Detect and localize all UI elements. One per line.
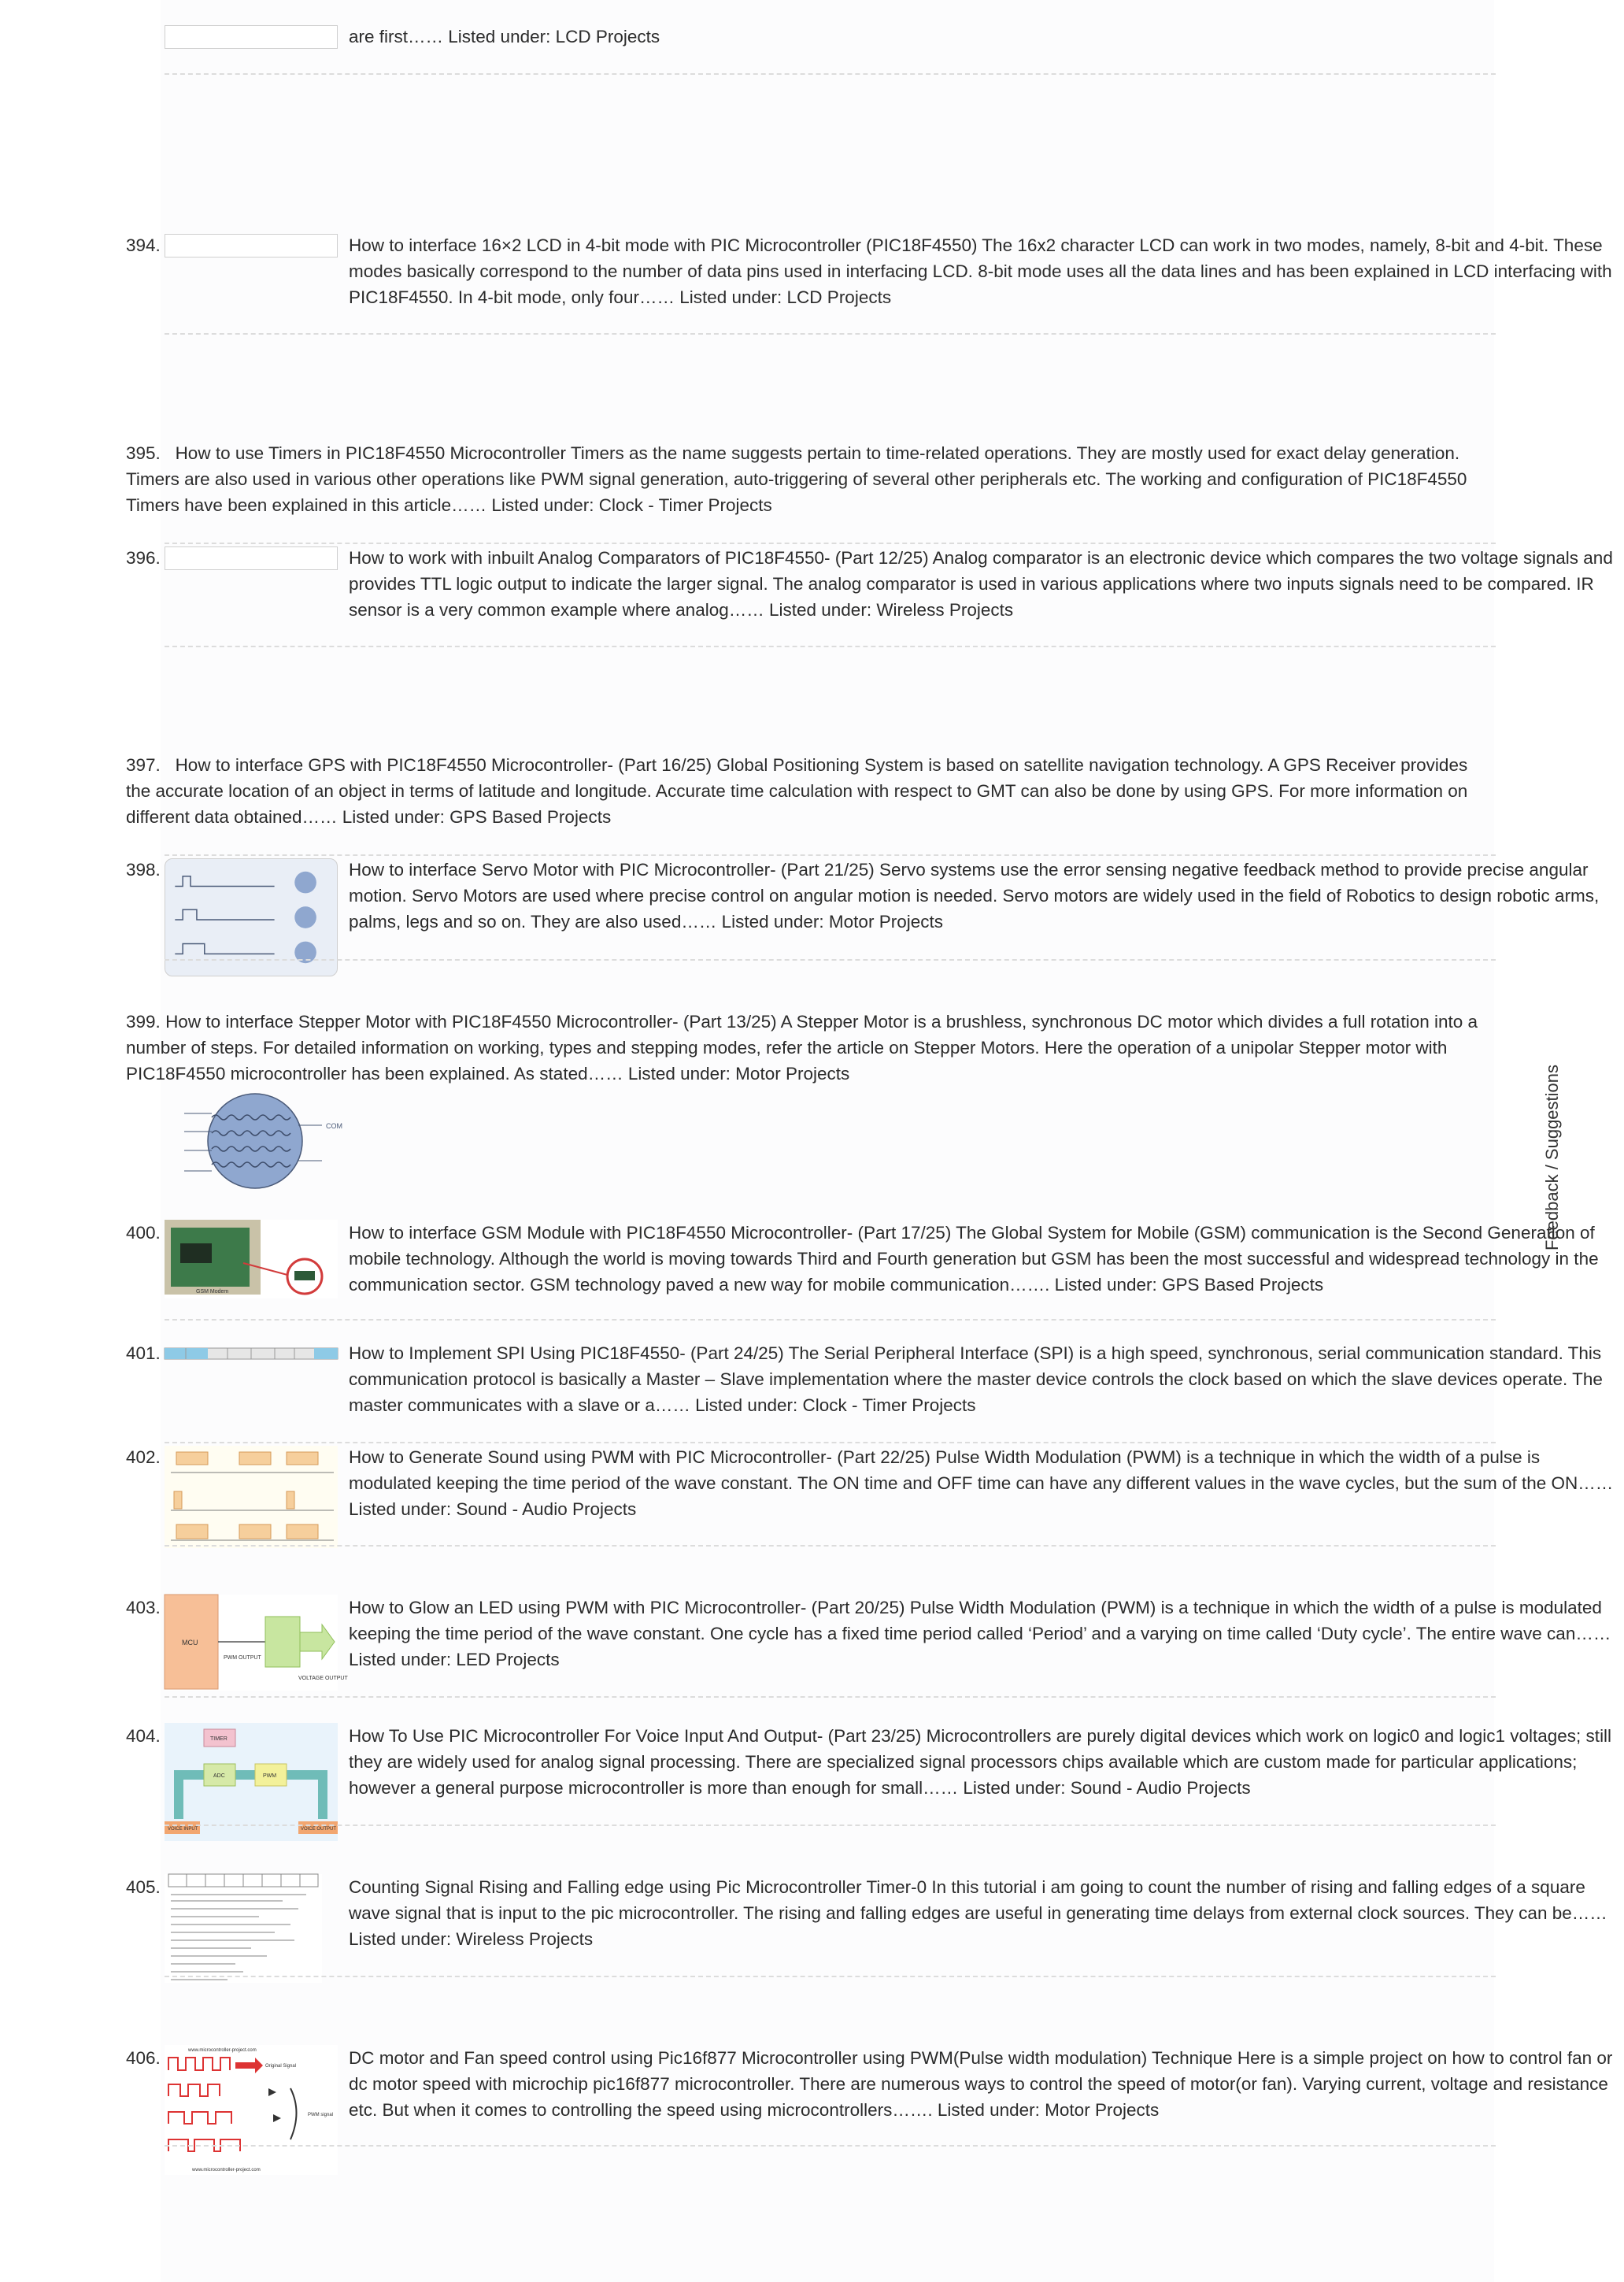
timer-register-table-image[interactable]: [165, 1874, 322, 1983]
separator: [165, 1696, 1496, 1698]
item-number: 394.: [126, 235, 161, 255]
item-number: 399.: [126, 1012, 161, 1032]
original-signal-label: Original Signal: [265, 2064, 297, 2069]
item-text[interactable]: How to interface 16×2 LCD in 4-bit mode with PIC Microcontroller (PIC18F4550) The 16x2 character LCD can work in two modes, namely, 8-bit and 4-bit. These modes basically correspond to the number of data pins used in interfacing LCD. 8-bit mode uses all the data lines and has been explained in LCD interfacing with PIC18F4550. In 4-bit mode, only four…… Listed under: LCD Projects: [349, 235, 1612, 307]
separator: [165, 73, 1496, 75]
led-pwm-block-diagram-image[interactable]: [165, 1595, 348, 1691]
separator: [165, 959, 1496, 961]
item-text[interactable]: How To Use PIC Microcontroller For Voice Input And Output- (Part 23/25) Microcontrollers are purely digital devices which work on logic0 and logic1 voltages; still they are widely used for analog signal processing. There are specialized signal processors chips available which are custom made for particular applications; however a general purpose microcontroller is more than enough for small…… Listed under: Sound - Audio Projects: [349, 1726, 1612, 1798]
separator: [165, 1976, 1496, 1977]
item-text[interactable]: How to Implement SPI Using PIC18F4550- (Part 24/25) The Serial Peripheral Interface (SPI) is a high speed, synchronous, serial communication standard. This communication protocol is basically a Master – Slave implementation where the master device controls the clock based on which the slave devices operate. The master communicates with a slave or a…… Listed under: Clock - Timer Projects: [349, 1343, 1603, 1415]
item-title[interactable]: How to interface GPS with PIC18F4550 Microcontroller- (Part 16/25) Global Positioning System is based on satellite navigation technology. A GPS Receiver provides the accurate location of an object in terms of latitude and longitude. Accurate time calculation with respect to GMT can also be done by using GPS. For more information on different data obtained…… Listed under: GPS Based Projects: [126, 755, 1468, 827]
site-label: www.microcontroller-project.com: [188, 2048, 257, 2053]
item-number: 403.: [126, 1598, 161, 1617]
com-label: COM: [326, 1122, 342, 1130]
feedback-tab[interactable]: Feedback / Suggestions: [1542, 1064, 1562, 1251]
item-text[interactable]: Counting Signal Rising and Falling edge using Pic Microcontroller Timer-0 In this tutorial i am going to count the number of rising and falling edges of a square wave signal that is input to the pic microcontroller. The rising and falling edges are useful in generating time delays from external clock sources. They can be…… Listed under: Wireless Projects: [349, 1877, 1607, 1949]
pwm-waveform-image[interactable]: [165, 2045, 338, 2175]
voltage-output-label: VOLTAGE OUTPUT: [298, 1676, 348, 1681]
item-number: 396.: [126, 548, 161, 568]
mcu-label: MCU: [182, 1639, 198, 1647]
item-text[interactable]: How to Generate Sound using PWM with PIC Microcontroller- (Part 22/25) Pulse Width Modulation (PWM) is a technique in which the width of a pulse is modulated keeping the time period of the wave constant. The ON time and OFF time can have any different values in the wave cycles, but the sum of the ON…… Listed under: Sound - Audio Projects: [349, 1447, 1614, 1519]
broken-image-icon[interactable]: [165, 25, 338, 49]
gsm-board-image[interactable]: [165, 1220, 338, 1298]
item-number: 401.: [126, 1343, 161, 1363]
separator: [165, 543, 1496, 544]
item-number: 406.: [126, 2048, 161, 2068]
gsm-label: GSM Modem: [196, 1289, 229, 1295]
voice-output-label: VOICE OUTPUT: [301, 1827, 337, 1832]
separator: [165, 333, 1496, 335]
separator: [165, 1442, 1496, 1443]
item-title[interactable]: How to use Timers in PIC18F4550 Microcontroller Timers as the name suggests pertain to time-related operations. They are mostly used for exact delay generation. Timers are also used in various other operations like PWM signal generation, auto-triggering of several other peripherals etc. The working and configuration of PIC18F4550 Timers have been explained in this article…… Listed under: Clock - Timer Projects: [126, 443, 1467, 515]
pwm-signal-label: PWM signal: [308, 2113, 334, 2117]
voice-io-block-diagram-image[interactable]: [165, 1723, 338, 1841]
item-text[interactable]: DC motor and Fan speed control using Pic16f877 Microcontroller using PWM(Pulse width modulation) Technique Here is a simple project on how to control fan or dc motor speed with microchip pic16f877 microcontroller. There are numerous ways to control the speed of motor(or fan). Varying current, voltage and resistance etc. But when it comes to controlling the speed using microcontrollers……. Listed under: Motor Projects: [349, 2048, 1613, 2120]
item-number: 402.: [126, 1447, 161, 1467]
item-number: 405.: [126, 1877, 161, 1897]
pwm-label: PWM: [263, 1773, 277, 1779]
pwm-sound-diagram-image[interactable]: [165, 1446, 338, 1548]
item-text[interactable]: [126, 752, 1496, 830]
item-text[interactable]: [126, 440, 1496, 518]
separator: [165, 1545, 1496, 1547]
separator: [165, 646, 1496, 647]
separator: [165, 1319, 1496, 1321]
timer-label: TIMER: [210, 1736, 228, 1742]
voice-input-label: VOICE INPUT: [168, 1827, 198, 1832]
separator: [165, 2145, 1496, 2147]
spi-register-image[interactable]: [165, 1348, 338, 1359]
item-text[interactable]: How to interface Servo Motor with PIC Microcontroller- (Part 21/25) Servo systems use the error sensing negative feedback method to provide precise angular motion. Servo Motors are used where precise control on angular motion is needed. Servo motors are widely used in the field of Robotics to design robotic arms, palms, legs and so on. They are also used…… Listed under: Motor Projects: [349, 860, 1600, 932]
adc-label: ADC: [213, 1773, 225, 1779]
item-number: 400.: [126, 1223, 161, 1243]
item-number: 398.: [126, 860, 161, 880]
item-text[interactable]: How to Glow an LED using PWM with PIC Microcontroller- (Part 20/25) Pulse Width Modulation (PWM) is a technique in which the width of a pulse is modulated keeping the time period of the wave constant. One cycle has a fixed time period called ‘Period’ and a varying on time called ‘Duty cycle’. The entire wave can…… Listed under: LED Projects: [349, 1598, 1611, 1669]
item-text[interactable]: How to work with inbuilt Analog Comparators of PIC18F4550- (Part 12/25) Analog comparator is an electronic device which compares the two voltage signals and provides TTL logic output to indicate the larger signal. The analog comparator is used in various applications where two inputs signals need to be compared. IR sensor is a very common example where analog…… Listed under: Wireless Projects: [349, 548, 1613, 620]
item-text[interactable]: How to interface GSM Module with PIC18F4550 Microcontroller- (Part 17/25) The Global System for Mobile (GSM) communication is the Second Generation of mobile technology. Although the world is moving towards Third and Fourth generation but GSM has been the most successful and widespread technology in the communication sector. GSM technology paved a new way for mobile communication……. Listed under: GPS Based Projects: [349, 1223, 1599, 1295]
item-title[interactable]: How to interface Stepper Motor with PIC18F4550 Microcontroller- (Part 13/25) A Stepper Motor is a brushless, synchronous DC motor which divides a full rotation into a number of steps. For detailed information on working, types and stepping modes, refer the article on Stepper Motors. Here the operation of a unipolar Stepper motor with PIC18F4550 microcontroller has been explained. As stated…… Listed under: Motor Projects: [126, 1012, 1478, 1084]
item-number: 395.: [126, 443, 161, 463]
separator: [165, 1824, 1496, 1826]
broken-image-icon[interactable]: [165, 546, 338, 570]
item-text[interactable]: [126, 1009, 1496, 1087]
item-number: 404.: [126, 1726, 161, 1746]
item-text: are first…… Listed under: LCD Projects: [349, 27, 660, 46]
separator: [165, 854, 1496, 856]
stepper-motor-diagram-image[interactable]: [165, 1094, 369, 1196]
broken-image-icon[interactable]: [165, 234, 338, 257]
item-number: 397.: [126, 755, 161, 775]
pwm-output-label: PWM OUTPUT: [224, 1655, 261, 1661]
site-label-bottom: www.microcontroller-project.com: [192, 2168, 261, 2173]
